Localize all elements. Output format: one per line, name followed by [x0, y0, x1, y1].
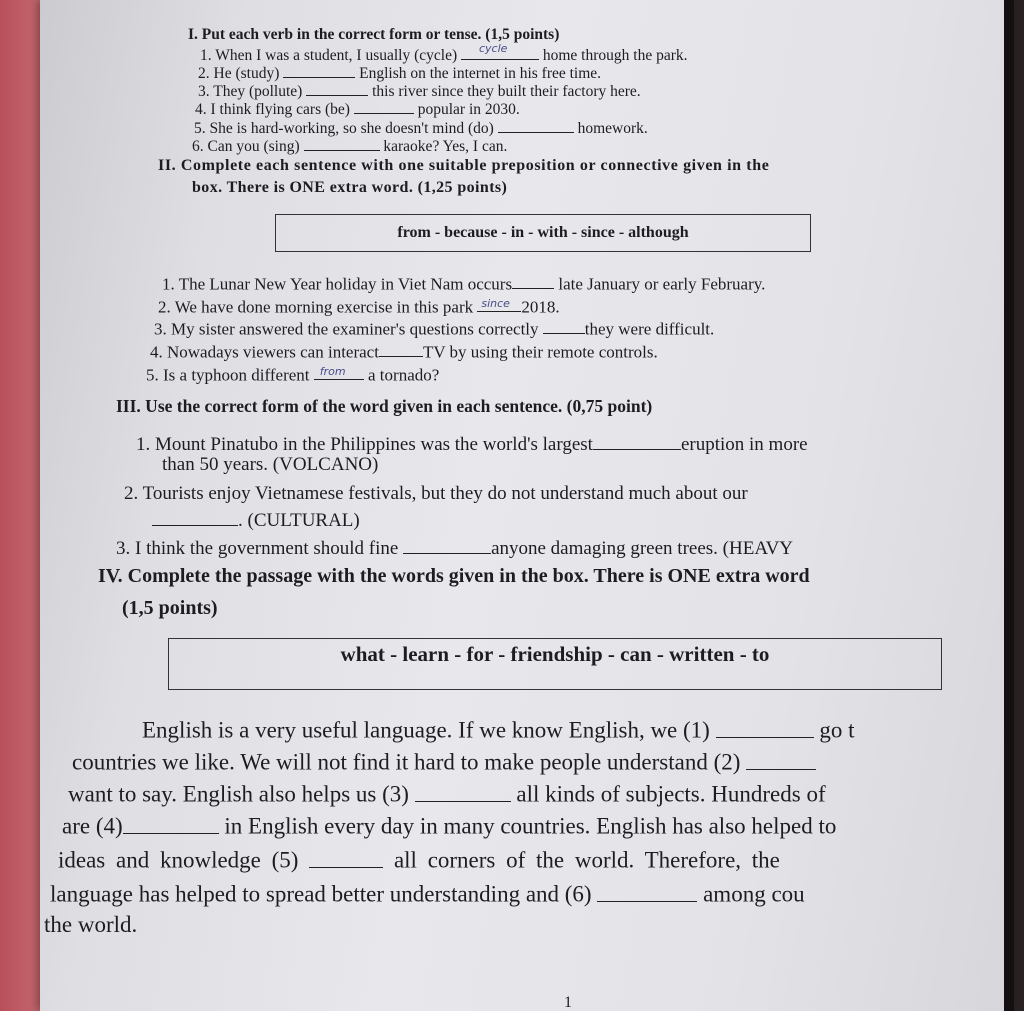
s2-item-1: 1. The Lunar New Year holiday in Viet Nam occurs late January or early February. — [162, 274, 766, 294]
page-number: 1 — [564, 994, 572, 1011]
s3-item-2-line2: . (CULTURAL) — [152, 508, 360, 532]
section-4-word-box: what - learn - for - friendship - can - written - to — [168, 638, 942, 690]
s2-item-3: 3. My sister answered the examiner's questions correctly they were difficult. — [154, 319, 715, 339]
passage-line-6: language has helped to spread better understanding and (6) among cou — [50, 881, 805, 907]
passage-line-4: are (4) in English every day in many countries. English has also helped to — [62, 813, 837, 839]
passage-line-3: want to say. English also helps us (3) all kinds of subjects. Hundreds of — [68, 781, 826, 807]
s2-item-2: 2. We have done morning exercise in this park since 2018. — [158, 297, 560, 317]
s3-item-3: 3. I think the government should fine anyone damaging green trees. (HEAVY — [116, 536, 793, 560]
passage-line-2: countries we like. We will not find it hard to make people understand (2) — [72, 748, 816, 775]
passage-line-1: English is a very useful language. If we know English, we (1) go t — [142, 717, 855, 743]
passage-line-7: the world. — [44, 912, 138, 937]
s1-item-6: 6. Can you (sing) karaoke? Yes, I can. — [192, 137, 508, 155]
section-1-heading: I. Put each verb in the correct form or tense. (1,5 points) — [188, 26, 560, 43]
s2-item-4: 4. Nowadays viewers can interact TV by using their remote controls. — [150, 342, 658, 362]
s1-item-2: 2. He (study) English on the internet in his free time. — [198, 64, 602, 82]
section-2-heading-line2: box. There is ONE extra word. (1,25 points) — [192, 179, 508, 196]
s3-item-1-line1: 1. Mount Pinatubo in the Philippines was the world's largest eruption in more — [136, 432, 808, 456]
s3-item-1-line2: than 50 years. (VOLCANO) — [162, 454, 379, 475]
s1-item-5: 5. She is hard-working, so she doesn't mind (do) homework. — [194, 119, 648, 137]
worksheet-page — [40, 0, 1014, 1011]
section-4-heading-line2: (1,5 points) — [122, 597, 218, 619]
passage-line-5: ideas and knowledge (5) all corners of the world. Therefore, the — [58, 847, 780, 873]
right-dark-edge — [1004, 0, 1014, 1011]
s3-item-2-line1: 2. Tourists enjoy Vietnamese festivals, but they do not understand much about our — [124, 483, 748, 504]
section-2-word-box: from - because - in - with - since - although — [275, 214, 811, 252]
section-2-heading-line1: II. Complete each sentence with one suitable preposition or connective given in the — [158, 157, 770, 174]
s1-item-3: 3. They (pollute) this river since they built their factory here. — [198, 82, 641, 100]
s1-item-4: 4. I think flying cars (be) popular in 2030. — [195, 100, 520, 118]
s1-item-1: 1. When I was a student, I usually (cycle) cycle home through the park. — [200, 42, 688, 64]
s2-item-5: 5. Is a typhoon different from a tornado? — [146, 365, 440, 385]
section-3-heading: III. Use the correct form of the word given in each sentence. (0,75 point) — [116, 396, 653, 416]
section-4-heading-line1: IV. Complete the passage with the words given in the box. There is ONE extra word — [98, 565, 810, 587]
